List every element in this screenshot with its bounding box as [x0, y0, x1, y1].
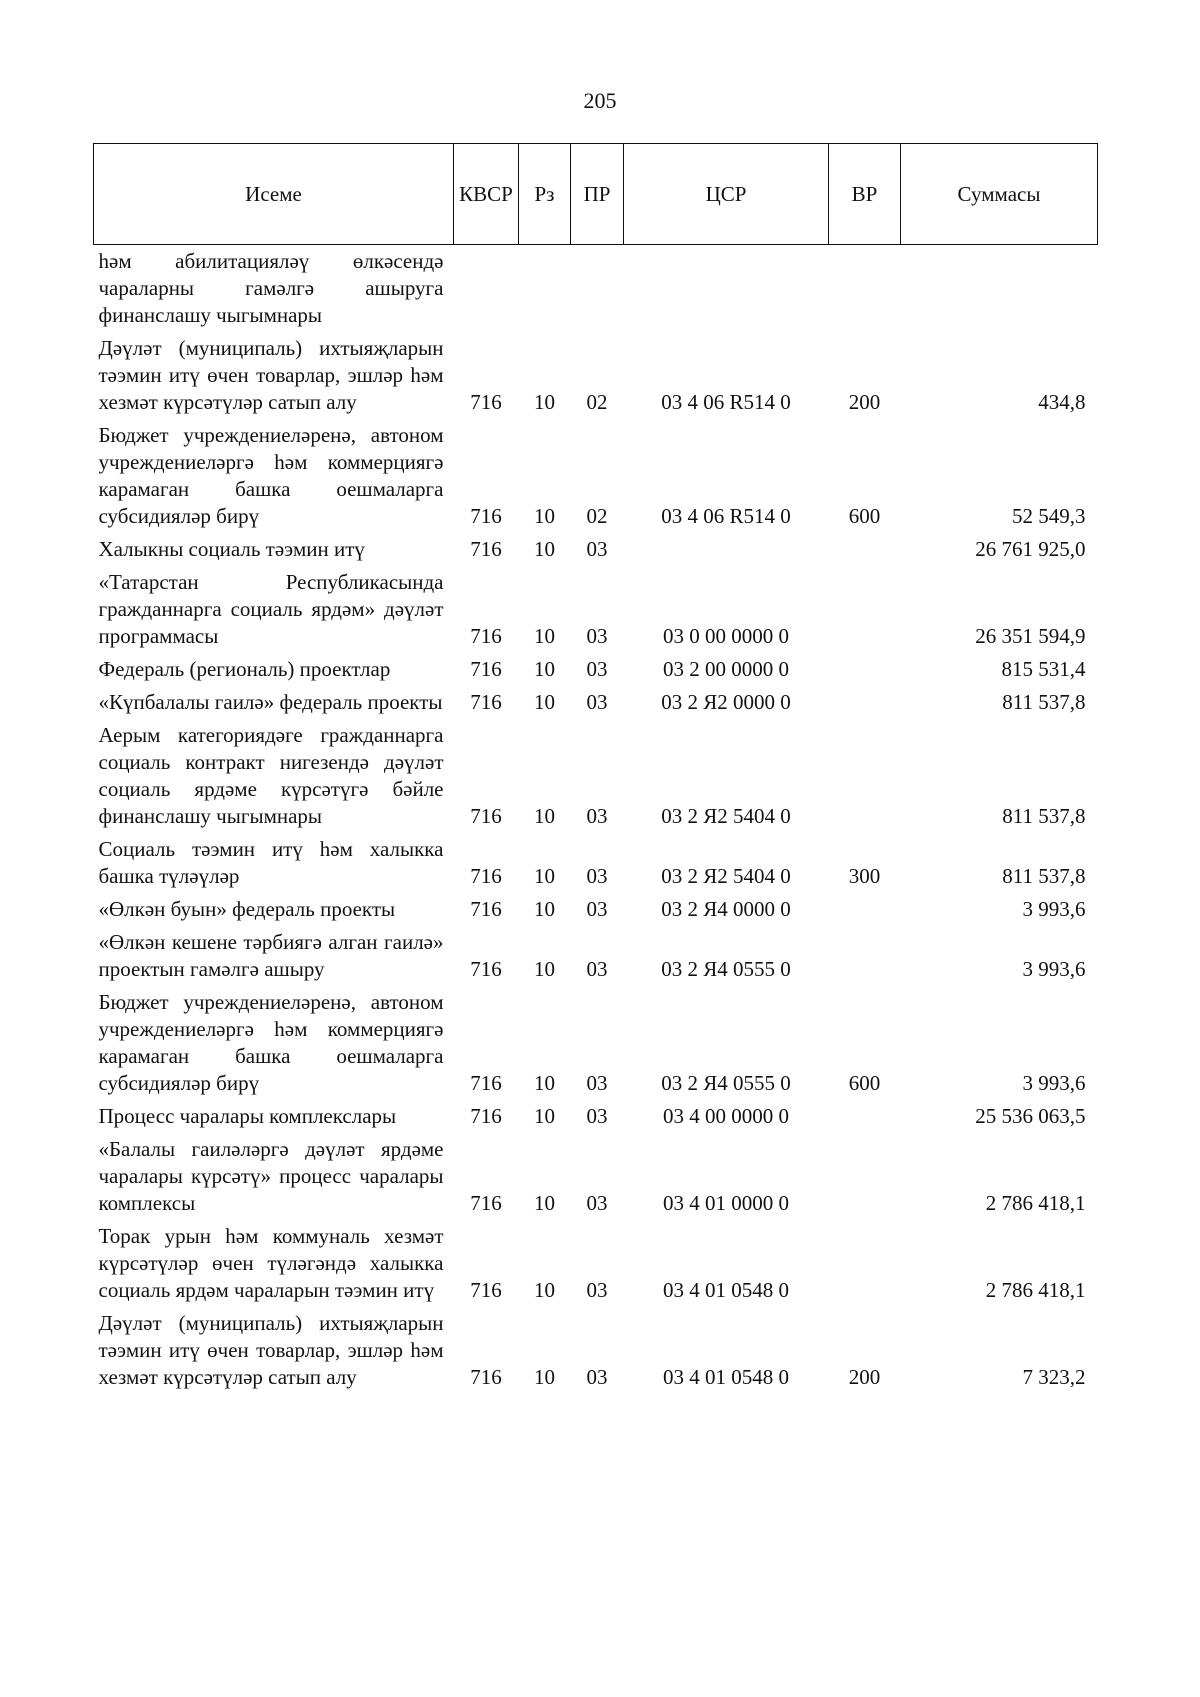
- budget-table: [93, 143, 1098, 1394]
- cell-kvsr: 716: [470, 690, 502, 714]
- cell-sum: [901, 245, 1098, 333]
- cell-sum: 811 537,8: [1002, 804, 1086, 828]
- cell-kvsr: 716: [470, 624, 502, 648]
- header-csr: ЦСР: [624, 144, 829, 245]
- cell-kvsr: 716: [470, 1365, 502, 1389]
- cell-vr: 200: [848, 1365, 881, 1389]
- cell-pr: 03: [586, 1104, 608, 1128]
- cell-rz: 10: [534, 957, 555, 981]
- cell-vr: 300: [848, 864, 881, 888]
- cell-name: һәм абилитацияләү өлкәсендә чараларны гамәлгә ашыруга финанслашу чыгымнары: [98, 249, 444, 327]
- cell-name: «Балалы гаиләләргә дәүләт ярдәме чаралары күрсәтү» процесс чаралары комплексы: [98, 1137, 444, 1215]
- header-pr: ПР: [571, 144, 624, 245]
- cell-vr: [829, 1220, 901, 1307]
- cell-name: «Татарстан Республикасында гражданнарга социаль ярдәм» дәүләт программасы: [98, 570, 444, 648]
- cell-vr: [829, 653, 901, 686]
- cell-csr: 03 4 06 R514 0: [661, 390, 791, 414]
- cell-sum: 52 549,3: [1012, 504, 1086, 528]
- cell-rz: 10: [534, 897, 555, 921]
- cell-kvsr: 716: [470, 1104, 502, 1128]
- cell-kvsr: 716: [470, 504, 502, 528]
- cell-rz: 10: [534, 1104, 555, 1128]
- cell-kvsr: 716: [470, 390, 502, 414]
- cell-pr: 02: [586, 390, 608, 414]
- cell-sum: 3 993,6: [1022, 897, 1086, 921]
- cell-name: Аерым категориядәге гражданнарга социаль контракт нигезендә дәүләт социаль ярдәме күрсәтүгә бәйле финанслашу чыгымнары: [98, 723, 444, 828]
- cell-sum: 26 761 925,0: [975, 537, 1086, 561]
- cell-rz: 10: [534, 537, 555, 561]
- table-row: [94, 566, 1098, 653]
- cell-pr: 03: [586, 1071, 608, 1095]
- cell-sum: 3 993,6: [1022, 1071, 1086, 1095]
- table-row: [94, 986, 1098, 1100]
- table-row: [94, 1100, 1098, 1133]
- cell-sum: 25 536 063,5: [975, 1104, 1086, 1128]
- cell-vr: 200: [848, 390, 881, 414]
- cell-sum: 434,8: [1038, 390, 1086, 414]
- cell-sum: 811 537,8: [1002, 864, 1086, 888]
- cell-kvsr: 716: [470, 537, 502, 561]
- cell-pr: 03: [586, 897, 608, 921]
- cell-name: Бюджет учреждениеләренә, автоном учреждениеләргә һәм коммерциягә карамаган башка оешмаларга субсидияләр бирү: [98, 990, 444, 1095]
- cell-kvsr: 716: [470, 957, 502, 981]
- cell-rz: 10: [534, 1191, 555, 1215]
- cell-rz: 10: [534, 657, 555, 681]
- table-header: [94, 144, 1098, 245]
- table-row: [94, 686, 1098, 719]
- cell-sum: 7 323,2: [1022, 1365, 1086, 1389]
- cell-sum: 2 786 418,1: [985, 1191, 1086, 1215]
- cell-csr: 03 2 Я4 0555 0: [661, 1071, 791, 1095]
- cell-vr: [829, 566, 901, 653]
- cell-vr: [829, 719, 901, 833]
- cell-sum: 26 351 594,9: [975, 624, 1086, 648]
- header-vr: ВР: [829, 144, 901, 245]
- cell-kvsr: 716: [470, 657, 502, 681]
- cell-pr: 03: [586, 804, 608, 828]
- cell-name: «Күпбалалы гаилә» федераль проекты: [98, 690, 443, 714]
- cell-csr: 03 2 Я2 5404 0: [661, 864, 791, 888]
- table-row: [94, 1220, 1098, 1307]
- cell-name: Дәүләт (муниципаль) ихтыяҗларын тәэмин итү өчен товарлар, эшләр һәм хезмәт күрсәтүләр сатып алу: [98, 336, 444, 414]
- header-sum: Суммасы: [901, 144, 1098, 245]
- table-row: [94, 1133, 1098, 1220]
- cell-csr: [624, 245, 829, 333]
- cell-csr: 03 4 01 0000 0: [663, 1191, 789, 1215]
- cell-name: Федераль (региональ) проектлар: [98, 657, 391, 681]
- cell-vr: [829, 893, 901, 926]
- table-row: [94, 245, 1098, 333]
- cell-pr: 03: [586, 657, 608, 681]
- cell-pr: 03: [586, 957, 608, 981]
- cell-sum: 811 537,8: [1002, 690, 1086, 714]
- cell-name: Социаль тәэмин итү һәм халыкка башка түләүләр: [98, 837, 444, 888]
- cell-name: Торак урын һәм коммуналь хезмәт күрсәтүләр өчен түләгәндә халыкка социаль ярдәм чараларын тәэмин итү: [98, 1224, 444, 1302]
- cell-rz: 10: [534, 1365, 555, 1389]
- cell-pr: 03: [586, 624, 608, 648]
- cell-sum: 815 531,4: [1001, 657, 1086, 681]
- cell-csr: 03 0 00 0000 0: [663, 624, 789, 648]
- cell-pr: 03: [586, 864, 608, 888]
- cell-pr: 03: [586, 690, 608, 714]
- table-row: [94, 653, 1098, 686]
- cell-csr: 03 4 00 0000 0: [663, 1104, 789, 1128]
- cell-csr: 03 2 Я4 0555 0: [661, 957, 791, 981]
- cell-csr: 03 2 00 0000 0: [663, 657, 789, 681]
- cell-kvsr: 716: [470, 1191, 502, 1215]
- header-rz: Рз: [519, 144, 571, 245]
- table-row: [94, 893, 1098, 926]
- cell-kvsr: [454, 245, 519, 333]
- cell-name: «Өлкән кешене тәрбиягә алган гаилә» проектын гамәлгә ашыру: [98, 930, 444, 981]
- cell-kvsr: 716: [470, 1071, 502, 1095]
- page-number: 205: [583, 88, 617, 113]
- cell-vr: [829, 1133, 901, 1220]
- cell-csr: 03 4 01 0548 0: [663, 1365, 789, 1389]
- cell-pr: 03: [586, 1365, 608, 1389]
- cell-kvsr: 716: [470, 864, 502, 888]
- cell-kvsr: 716: [470, 1278, 502, 1302]
- cell-csr: 03 2 Я4 0000 0: [661, 897, 791, 921]
- table-row: [94, 533, 1098, 566]
- header-kvsr: КВСР: [454, 144, 519, 245]
- table-row: [94, 926, 1098, 986]
- table-row: [94, 332, 1098, 419]
- cell-rz: 10: [534, 504, 555, 528]
- cell-sum: 2 786 418,1: [985, 1278, 1086, 1302]
- cell-rz: 10: [534, 624, 555, 648]
- cell-kvsr: 716: [470, 804, 502, 828]
- header-name: Исеме: [94, 144, 454, 245]
- cell-sum: 3 993,6: [1022, 957, 1086, 981]
- cell-vr: [829, 533, 901, 566]
- table-body: [94, 245, 1098, 1395]
- table-row: [94, 419, 1098, 533]
- cell-vr: 600: [848, 1071, 881, 1095]
- cell-rz: 10: [534, 1071, 555, 1095]
- table-row: [94, 1307, 1098, 1394]
- cell-rz: 10: [534, 804, 555, 828]
- cell-csr: 03 4 06 R514 0: [661, 504, 791, 528]
- cell-pr: 03: [586, 1278, 608, 1302]
- cell-csr: [624, 533, 829, 566]
- cell-vr: [829, 926, 901, 986]
- cell-name: Халыкны социаль тәэмин итү: [98, 537, 365, 561]
- cell-kvsr: 716: [470, 897, 502, 921]
- cell-pr: [571, 245, 624, 333]
- cell-name: «Өлкән буын» федераль проекты: [98, 897, 396, 921]
- cell-pr: 03: [586, 537, 608, 561]
- cell-name: Бюджет учреждениеләренә, автоном учреждениеләргә һәм коммерциягә карамаган башка оешмаларга субсидияләр бирү: [98, 423, 444, 528]
- cell-pr: 02: [586, 504, 608, 528]
- cell-rz: 10: [534, 1278, 555, 1302]
- cell-vr: [829, 1100, 901, 1133]
- cell-vr: 600: [848, 504, 881, 528]
- cell-rz: 10: [534, 390, 555, 414]
- cell-rz: 10: [534, 864, 555, 888]
- cell-csr: 03 4 01 0548 0: [663, 1278, 789, 1302]
- table-row: [94, 719, 1098, 833]
- table-row: [94, 833, 1098, 893]
- cell-name: Процесс чаралары комплекслары: [98, 1104, 397, 1128]
- cell-pr: 03: [586, 1191, 608, 1215]
- cell-rz: 10: [534, 690, 555, 714]
- cell-name: Дәүләт (муниципаль) ихтыяҗларын тәэмин итү өчен товарлар, эшләр һәм хезмәт күрсәтүләр сатып алу: [98, 1311, 444, 1389]
- cell-rz: [519, 245, 571, 333]
- cell-csr: 03 2 Я2 5404 0: [661, 804, 791, 828]
- cell-vr: [829, 686, 901, 719]
- cell-vr: [829, 245, 901, 333]
- cell-csr: 03 2 Я2 0000 0: [661, 690, 791, 714]
